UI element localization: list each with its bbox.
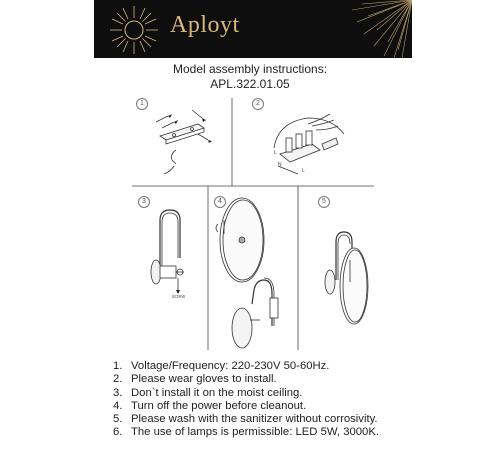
step-number-3: 3 (138, 196, 150, 208)
step-number-4: 4 (214, 196, 226, 208)
svg-text:N: N (278, 162, 282, 168)
figure-wiring-terminal (268, 104, 348, 180)
model-number: APL.322.01.05 (210, 77, 290, 91)
instruction-item: 5. Please wash with the sanitizer without corrosivity. (113, 413, 378, 426)
figure-disc-attachment (214, 194, 298, 350)
figure-mounting-bracket (148, 104, 228, 184)
screw-label: screw (172, 294, 186, 300)
instruction-item: 1. Voltage/Frequency: 220-230V 50-60Hz. (113, 360, 330, 372)
instruction-item: 4. Turn off the power before cleanout. (113, 399, 307, 412)
instruction-item: 6. The use of lamps is permissible: LED 5W, 3000K. (113, 426, 380, 439)
figure-completed-lamp (320, 220, 374, 332)
svg-text:L: L (274, 150, 277, 156)
step-number-5: 5 (318, 196, 330, 208)
instructions-list (113, 360, 379, 440)
document-title: Model assembly instructions: (172, 62, 328, 76)
instruction-item: 3. Don`t install it on the moist ceiling. (113, 386, 303, 399)
figure-lamp-arm-mounted (140, 206, 204, 302)
brand-name: Aployt (170, 12, 240, 38)
step-number-2: 2 (252, 98, 264, 110)
svg-text:L: L (302, 168, 305, 174)
instruction-item: 2. Please wear gloves to install. (113, 373, 277, 386)
step-number-1: 1 (136, 98, 148, 110)
